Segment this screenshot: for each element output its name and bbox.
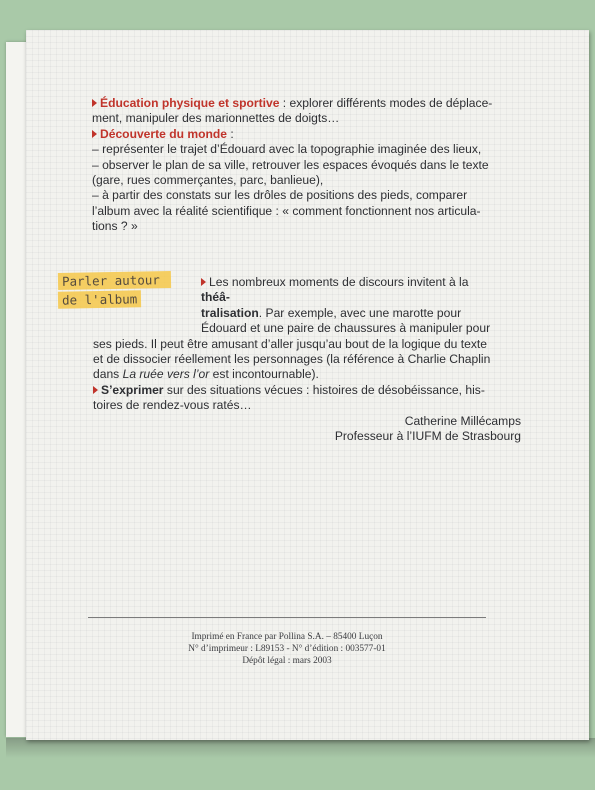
bullet-arrow-icon — [92, 99, 97, 107]
bullet-arrow-icon — [201, 278, 206, 286]
film-title: La ruée vers l’or — [122, 367, 210, 382]
imprint-legal-deposit: Dépôt légal : mars 2003 — [242, 656, 332, 666]
discussion-line-1 — [93, 275, 500, 306]
discussion-section — [93, 275, 500, 414]
printer-imprint — [88, 631, 486, 667]
sport-heading: Éducation physique et sportive — [100, 96, 280, 110]
theatre-keyword-1: théâ- — [201, 290, 230, 305]
sport-line — [92, 96, 500, 111]
discovery-item-1: – représenter le trajet d’Édouard avec la topographie imaginée des lieux, — [92, 142, 482, 157]
discovery-item-2: – observer le plan de sa ville, retrouver les espaces évoqués dans le texte — [92, 157, 489, 172]
discussion-line-5: et de dissocier réellement les personnages (la référence à Charlie Chaplin — [93, 352, 491, 367]
handwritten-label-line1: Parler autour — [58, 271, 171, 290]
discussion-line-4: ses pieds. Il peut être amusant d’aller jusqu’au bout de la logique du texte — [93, 336, 487, 351]
footer-divider — [88, 617, 486, 618]
activities-section — [92, 96, 500, 235]
express-keyword: S’exprimer — [101, 382, 164, 397]
imprint-numbers: N° d’imprimeur : L89153 - N° d’édition : 003577-01 — [188, 644, 386, 654]
discovery-item-2b: (gare, rues commerçantes, parc, banlieue), — [92, 173, 324, 188]
handwritten-label-line2: de l'album — [58, 290, 141, 308]
discovery-item-3: – à partir des constats sur les drôles de positions des pieds, comparer — [92, 188, 468, 203]
discussion-text-2: . Par exemple, avec une marotte pour — [258, 305, 462, 320]
bullet-arrow-icon — [93, 386, 98, 394]
discovery-heading: Découverte du monde — [100, 126, 228, 141]
author-title: Professeur à l’IUFM de Strasbourg — [334, 429, 521, 444]
discovery-item-3b: l’album avec la réalité scientifique : « comment fonctionnent nos articula- — [92, 203, 481, 218]
sport-text: : explorer différents modes de déplace- — [279, 96, 493, 110]
sport-line-2: ment, manipuler des marionnettes de doigts… — [92, 111, 340, 126]
express-text: sur des situations vécues : histoires de désobéissance, his- — [163, 382, 485, 397]
discussion-text-1: Les nombreux moments de discours invitent à la — [209, 275, 469, 289]
author-name: Catherine Millécamps — [404, 414, 521, 428]
bullet-arrow-icon — [92, 130, 97, 138]
author-signature — [335, 414, 521, 445]
discussion-line-6 — [93, 367, 500, 382]
discussion-text-6a: dans — [93, 367, 123, 382]
express-line — [93, 383, 500, 398]
discussion-line-3: Édouard et une paire de chaussures à manipuler pour — [201, 321, 491, 336]
page-shadow — [6, 738, 595, 758]
discussion-text-6b: est incontournable). — [209, 367, 319, 382]
discussion-line-2 — [93, 306, 500, 321]
theatre-keyword-2: tralisation — [201, 305, 259, 320]
discovery-colon: : — [227, 126, 234, 141]
discovery-item-3c: tions ? » — [92, 219, 138, 234]
imprint-printer: Imprimé en France par Pollina S.A. – 85400 Luçon — [191, 632, 383, 642]
discovery-line — [92, 127, 500, 142]
express-line-2: toires de rendez-vous ratés… — [93, 398, 252, 413]
